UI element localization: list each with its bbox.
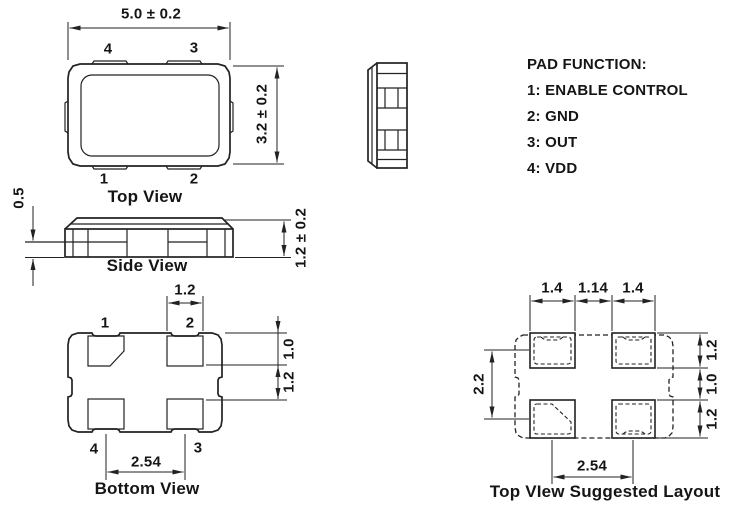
bottom-view-pad-1 bbox=[88, 336, 124, 366]
pad-function-item-3: 3: OUT bbox=[527, 134, 578, 151]
bottom-view-pitch-dim-text: 2.54 bbox=[131, 453, 161, 471]
top-view-pin4-label: 4 bbox=[103, 40, 113, 58]
layout-right-dimensions bbox=[657, 333, 708, 438]
side-view-pad-height-dimension bbox=[25, 206, 64, 286]
top-view-pin2-label: 2 bbox=[189, 170, 199, 188]
pad-function-item-2: 2: GND bbox=[527, 108, 580, 125]
bottom-view-pin3-label: 3 bbox=[193, 439, 203, 457]
layout-row-pitch-dim-text: 2.2 bbox=[470, 373, 488, 395]
top-view-pin1-label: 1 bbox=[99, 170, 109, 188]
layout-right-mid-dim-text: 1.0 bbox=[703, 373, 721, 395]
layout-land-pad-bottom-left bbox=[530, 400, 575, 438]
top-view-lid-edge bbox=[81, 75, 219, 156]
end-view-pad-lines bbox=[377, 74, 407, 160]
bottom-view-gap-dim-text: 1.2 bbox=[280, 371, 298, 393]
side-view-height-dim-text: 1.2 ± 0.2 bbox=[292, 207, 310, 269]
bottom-view-pin1-label: 1 bbox=[100, 314, 110, 332]
bottom-view-pad-4 bbox=[88, 399, 124, 429]
top-view-pin3-label: 3 bbox=[189, 39, 199, 57]
top-view-package-outline bbox=[68, 64, 230, 166]
side-view-pad-lines bbox=[25, 229, 225, 257]
pad-function-item-4: 4: VDD bbox=[527, 160, 578, 177]
bottom-view-pad-2 bbox=[167, 336, 203, 366]
top-view-title: Top View bbox=[107, 187, 183, 206]
layout-pad-right-dim-text: 1.4 bbox=[622, 279, 644, 297]
suggested-layout-title: Top VIew Suggested Layout bbox=[489, 482, 721, 501]
pad-function-item-1: 1: ENABLE CONTROL bbox=[527, 82, 688, 99]
layout-land-pad-top-left bbox=[530, 333, 575, 368]
layout-row-pitch-dimension bbox=[484, 350, 529, 419]
layout-pad-left-dim-text: 1.4 bbox=[541, 279, 563, 297]
bottom-view-pin4-label: 4 bbox=[89, 440, 99, 458]
bottom-view-edge-dim-text: 1.0 bbox=[280, 338, 298, 360]
bottom-view-title: Bottom View bbox=[94, 479, 200, 498]
bottom-view-pin2-label: 2 bbox=[185, 314, 195, 332]
side-view-title: Side View bbox=[106, 256, 188, 275]
bottom-view-pad-3 bbox=[167, 399, 203, 429]
end-view-body bbox=[377, 63, 407, 168]
pad-function-block bbox=[527, 52, 688, 182]
layout-pitch-dim-text: 2.54 bbox=[577, 457, 607, 475]
top-view-width-dim-text: 5.0 ± 0.2 bbox=[120, 5, 182, 23]
layout-right-top-dim-text: 1.2 bbox=[703, 339, 721, 361]
top-view-drawing bbox=[65, 22, 284, 169]
layout-top-dimensions bbox=[530, 295, 655, 331]
layout-gap-dim-text: 1.14 bbox=[578, 279, 608, 297]
side-view-body bbox=[65, 229, 233, 257]
side-view-height-dimension bbox=[224, 220, 291, 258]
end-view-drawing bbox=[368, 63, 407, 168]
top-view-height-dim-text: 3.2 ± 0.2 bbox=[253, 83, 271, 145]
suggested-layout-drawing bbox=[484, 295, 708, 484]
layout-land-pad-top-right bbox=[612, 333, 655, 368]
bottom-view-pad-width-dim-text: 1.2 bbox=[174, 281, 196, 299]
pad-function-title: PAD FUNCTION: bbox=[527, 56, 647, 73]
layout-right-bottom-dim-text: 1.2 bbox=[703, 408, 721, 430]
bottom-view-package-outline bbox=[68, 333, 222, 432]
layout-land-pad-bottom-right bbox=[612, 400, 655, 438]
top-view-width-dimension bbox=[68, 22, 230, 60]
side-view-pad-height-dim-text: 0.5 bbox=[10, 187, 28, 209]
top-view-edge-tabs bbox=[65, 61, 233, 169]
